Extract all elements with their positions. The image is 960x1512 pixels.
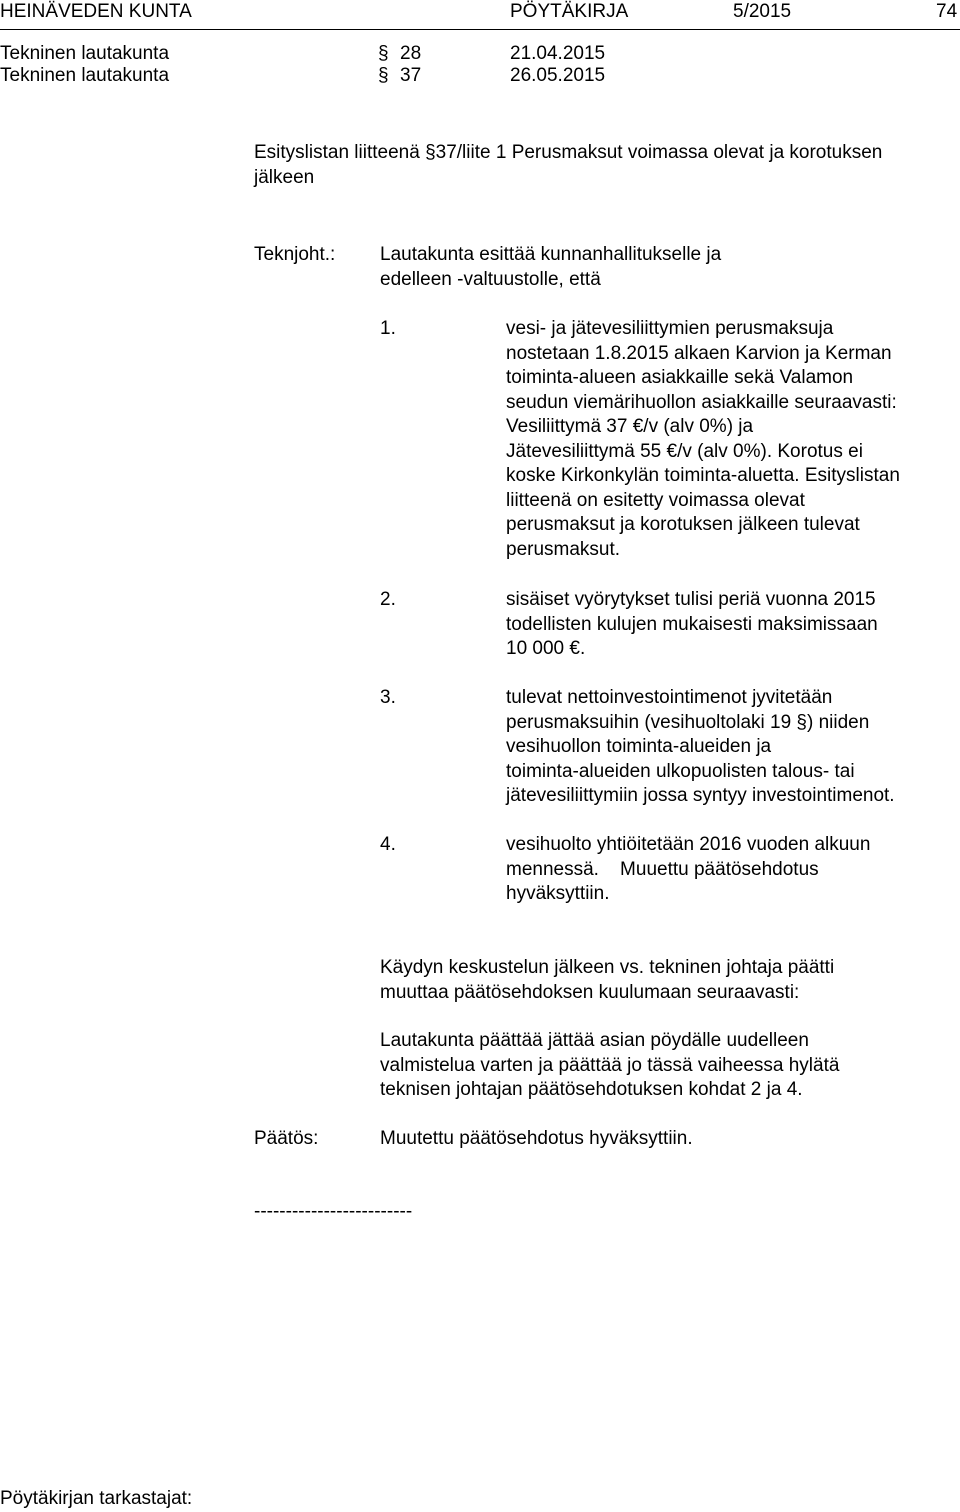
header-rule	[0, 29, 960, 30]
text-line: vesihuollon toiminta-alueiden ja	[506, 736, 772, 757]
text-line: edelleen -valtuustolle, että	[380, 268, 601, 290]
text-line: vesi- ja jätevesiliittymien perusmaksuja	[506, 318, 834, 339]
item-number-1: 1.	[380, 318, 396, 339]
text-line: tulevat nettoinvestointimenot jyvitetään	[506, 687, 833, 708]
reference-date-1: 21.04.2015	[510, 43, 606, 64]
intro-paragraph	[254, 141, 882, 190]
page-number: 74	[936, 1, 958, 22]
reference-date-2: 26.05.2015	[510, 65, 606, 86]
text-line: 10 000 €.	[506, 638, 586, 659]
text-line: jälkeen	[254, 166, 315, 188]
discussion-paragraph	[380, 956, 834, 1005]
text-line: todellisten kulujen mukaisesti maksimissaan	[506, 613, 878, 635]
item-text-4	[506, 833, 870, 907]
text-line: muuttaa päätösehdoksen kuulumaan seuraavasti:	[380, 981, 800, 1003]
item-text-3	[506, 686, 895, 809]
text-line: valmistelua varten ja päättää jo tässä vaiheessa hylätä	[380, 1054, 840, 1076]
item-number-3: 3.	[380, 687, 396, 708]
decision-label: Päätös:	[254, 1128, 319, 1149]
reference-body-1: Tekninen lautakunta	[0, 43, 170, 64]
proposal-label: Teknjoht.:	[254, 244, 336, 265]
text-line: seudun viemärihuollon asiakkaille seuraavasti:	[506, 391, 897, 413]
section-sign-icon: §	[378, 43, 389, 64]
text-line: mennessä. Muuettu päätösehdotus	[506, 858, 819, 880]
text-line: perusmaksut.	[506, 538, 621, 560]
text-line: liitteenä on esitetty voimassa olevat	[506, 489, 805, 511]
text-line: nostetaan 1.8.2015 alkaen Karvion ja Kerman	[506, 342, 892, 364]
municipality-name: HEINÄVEDEN KUNTA	[0, 1, 192, 22]
document-number: 5/2015	[733, 1, 792, 22]
text-line: hyväksyttiin.	[506, 883, 610, 904]
document-type: PÖYTÄKIRJA	[510, 1, 629, 22]
footer-label: Pöytäkirjan tarkastajat:	[0, 1488, 193, 1509]
item-text-1	[506, 317, 900, 562]
text-line: toiminta-alueen asiakkaille sekä Valamon	[506, 367, 854, 388]
text-line: toiminta-alueiden ulkopuolisten talous- tai	[506, 760, 855, 782]
text-line: Lautakunta päättää jättää asian pöydälle uudelleen	[380, 1030, 809, 1051]
reference-section-2: 37	[400, 65, 422, 86]
text-line: jätevesiliittymiin jossa syntyy investointimenot.	[506, 785, 895, 806]
section-sign-icon: §	[378, 65, 389, 86]
text-line: teknisen johtajan päätösehdotuksen kohdat 2 ja 4.	[380, 1079, 803, 1100]
text-line: koske Kirkonkylän toiminta-aluetta. Esityslistan	[506, 465, 900, 486]
text-line: perusmaksuihin (vesihuoltolaki 19 §) niiden	[506, 711, 870, 733]
item-text-2	[506, 588, 878, 662]
text-line: sisäiset vyörytykset tulisi periä vuonna 2015	[506, 589, 876, 610]
decision-text: Muutettu päätösehdotus hyväksyttiin.	[380, 1128, 693, 1149]
amended-proposal-paragraph	[380, 1029, 839, 1103]
text-line: Käydyn keskustelun jälkeen vs. tekninen johtaja päätti	[380, 957, 835, 978]
reference-section-1: 28	[400, 43, 422, 64]
text-line: Jätevesiliittymä 55 €/v (alv 0%). Korotus ei	[506, 440, 863, 462]
proposal-lead	[380, 243, 721, 292]
text-line: Lautakunta esittää kunnanhallitukselle ja	[380, 244, 722, 265]
item-number-4: 4.	[380, 834, 396, 855]
text-line: vesihuolto yhtiöitetään 2016 vuoden alkuun	[506, 834, 871, 855]
text-line: Vesiliittymä 37 €/v (alv 0%) ja	[506, 416, 754, 437]
item-number-2: 2.	[380, 589, 396, 610]
text-line: Esityslistan liitteenä §37/liite 1 Perusmaksut voimassa olevat ja korotuksen	[254, 142, 883, 163]
separator-line: -------------------------	[254, 1201, 413, 1222]
text-line: perusmaksut ja korotuksen jälkeen tulevat	[506, 514, 860, 535]
reference-body-2: Tekninen lautakunta	[0, 65, 170, 86]
